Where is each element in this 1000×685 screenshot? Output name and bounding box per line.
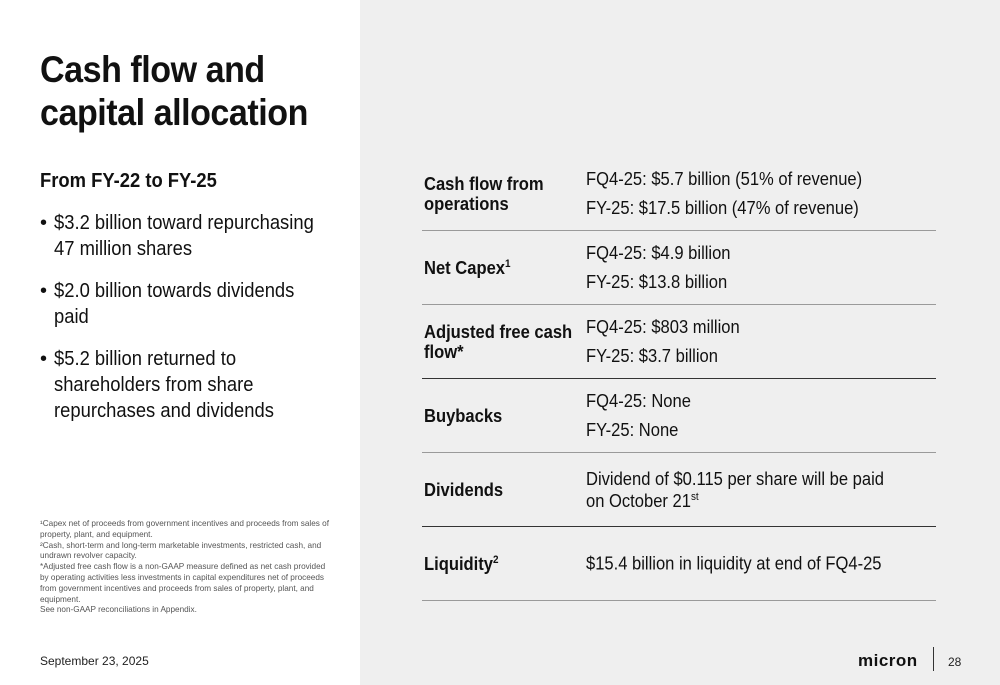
- bullet-text: $5.2 billion returned to shareholders from share repurchases and dividends: [54, 348, 274, 422]
- title-line-2: capital allocation: [40, 92, 308, 133]
- bullet-text: $2.0 billion towards dividends paid: [54, 280, 295, 328]
- row-values: [586, 549, 926, 578]
- footnote: ¹Capex net of proceeds from government incentives and proceeds from sales of property, plant, and equipment.: [40, 519, 329, 539]
- row-values: [586, 387, 926, 445]
- bullet-dot-icon: •: [40, 348, 48, 370]
- row-value-line: FY-25: $13.8 billion: [586, 271, 728, 292]
- page-title: [40, 48, 325, 134]
- bullet-item: [40, 210, 360, 262]
- row-label: Liquidity$^2$: [424, 553, 499, 574]
- table-row-liquidity: [422, 527, 936, 601]
- bullet-list: [40, 210, 360, 440]
- footnotes: [40, 519, 330, 616]
- table-row-cash-flow: [422, 158, 936, 231]
- row-label: Adjusted free cash flow*: [424, 321, 573, 362]
- row-value-line: FQ4-25: $5.7 billion (51% of revenue): [586, 169, 863, 189]
- row-value-line: FQ4-25: $803 million: [586, 316, 740, 337]
- footnote: *Adjusted free cash flow is a non-GAAP measure defined as net cash provided by operating activities less investments in capital expenditures net of proceeds from government incentives and proceeds from sales of property, plant, and equipment.: [40, 562, 326, 604]
- micron-logo: micron: [858, 651, 918, 670]
- row-value-line: $15.4 billion in liquidity at end of FQ4-25: [586, 553, 882, 573]
- row-values: [586, 239, 926, 297]
- summary-table: [422, 158, 936, 601]
- table-row-buybacks: [422, 379, 936, 453]
- subheading: From FY-22 to FY-25: [40, 170, 217, 192]
- row-label: Buybacks: [424, 405, 503, 426]
- bullet-item: [40, 278, 360, 330]
- bullet-text: $3.2 billion toward repurchasing 47 million shares: [54, 212, 314, 260]
- date: September 23, 2025: [40, 654, 149, 668]
- row-values: [586, 165, 926, 223]
- bullet-item: [40, 346, 360, 424]
- row-value-line: FY-25: $17.5 billion (47% of revenue): [586, 198, 859, 218]
- row-label: Dividends: [424, 479, 504, 500]
- footnote: See non-GAAP reconciliations in Appendix.: [40, 605, 197, 615]
- bullet-dot-icon: •: [40, 212, 48, 234]
- table-row-dividends: [422, 453, 936, 527]
- row-value-line: FQ4-25: $4.9 billion: [586, 242, 731, 263]
- table-row-net-capex: [422, 231, 936, 305]
- title-line-1: Cash flow and: [40, 49, 265, 90]
- page-number: 28: [948, 655, 962, 669]
- row-values: [586, 313, 926, 371]
- table-row-adjusted-fcf: [422, 305, 936, 379]
- row-values: [586, 468, 899, 512]
- row-value-line: FY-25: None: [586, 419, 679, 440]
- row-label: Net Capex$^1$: [424, 257, 511, 278]
- row-value-line: FY-25: $3.7 billion: [586, 345, 718, 366]
- footnote: ²Cash, short-term and long-term marketable investments, restricted cash, and undrawn revolver capacity.: [40, 540, 322, 561]
- footer-divider: [933, 647, 934, 671]
- row-value-line: Dividend of $0.115 per share will be paid on October 21st: [586, 468, 884, 511]
- row-label: Cash flow from operations: [424, 174, 544, 214]
- bullet-dot-icon: •: [40, 280, 48, 302]
- row-value-line: FQ4-25: None: [586, 390, 691, 411]
